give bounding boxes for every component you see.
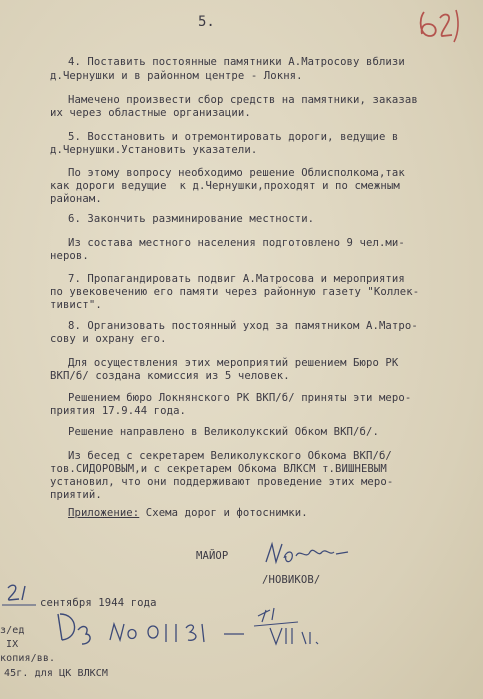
p9-line2: ВКП/б/ создана комиссия из 5 человек. xyxy=(50,370,290,382)
handwritten-signature xyxy=(262,540,350,570)
p2-line2: их через областные организации. xyxy=(50,107,251,119)
p4-line1: По этому вопросу необходимо решение Облисполкома,так xyxy=(68,167,405,179)
handwritten-page-number-text: 62 xyxy=(422,32,424,33)
p2-line1: Намечено произвести сбор средств на памятники, заказав xyxy=(68,94,418,106)
p10-line2: приятия 17.9.44 года. xyxy=(50,405,187,417)
p3-line2: д.Чернушки.Установить указатели. xyxy=(50,144,258,156)
footer-line3: копия/вв. xyxy=(0,653,56,664)
footer-line4: 45г. для ЦК ВЛКСМ xyxy=(4,668,109,679)
p8-line1: 8. Организовать постоянный уход за памятником А.Матро- xyxy=(68,320,418,332)
p12-line4: приятий. xyxy=(50,489,102,501)
p1-line1: 4. Поставить постоянные памятники А.Матросову вблизи xyxy=(68,56,405,68)
p7-line3: тивист". xyxy=(50,299,102,311)
p6-line2: неров. xyxy=(50,250,89,262)
p12-line2: тов.СИДОРОВЫМ,и с секретарем Обкома ВЛКСМ т.ВИШНЕВЫМ xyxy=(50,463,387,475)
signature-rank: МАЙОР xyxy=(196,550,229,562)
handwritten-page-number xyxy=(416,6,462,46)
footer-line2: IX xyxy=(6,639,19,650)
p4-line2: как дороги ведущие к д.Чернушки,проходят и по смежным xyxy=(50,180,400,192)
p4-line3: районам. xyxy=(50,193,102,205)
p12-line1: Из бесед с секретарем Великолукского Обкома ВКП/б/ xyxy=(68,450,392,462)
page-number: 5. xyxy=(198,14,215,30)
p11-line1: Решение направлено в Великолукский Обком ВКП/б/. xyxy=(68,426,379,438)
p7-line2: по увековечению его памяти через районную газету "Коллек- xyxy=(50,286,420,298)
p9-line1: Для осуществления этих мероприятий решением Бюро РК xyxy=(68,357,399,369)
p7-line1: 7. Пропагандировать подвиг А.Матросова и мероприятия xyxy=(68,273,405,285)
attachment-line xyxy=(68,507,308,520)
p8-line2: сову и охрану его. xyxy=(50,333,167,345)
date-text: сентября 1944 года xyxy=(40,597,157,609)
p10-line1: Решением бюро Локнянского РК ВКП/б/ приняты эти меро- xyxy=(68,392,412,404)
attachment-text: Схема дорог и фотоснимки. xyxy=(139,507,308,519)
footer-line1: з/ед xyxy=(0,625,25,636)
p6-line1: Из состава местного населения подготовлено 9 чел.ми- xyxy=(68,237,405,249)
p12-line3: установил, что они поддерживают проведение этих меро- xyxy=(50,476,394,488)
handwritten-day xyxy=(0,582,40,608)
p3-line1: 5. Восстановить и отремонтировать дороги, ведущие в xyxy=(68,131,399,143)
registration-text xyxy=(60,620,63,633)
handwritten-registration xyxy=(48,604,338,652)
p1-line2: д.Чернушки и в районном центре - Локня. xyxy=(50,70,303,82)
attachment-label: Приложение: xyxy=(68,507,140,519)
p5-line1: 6. Закончить разминирование местности. xyxy=(68,213,315,225)
signature-name: /НОВИКОВ/ xyxy=(262,574,321,586)
